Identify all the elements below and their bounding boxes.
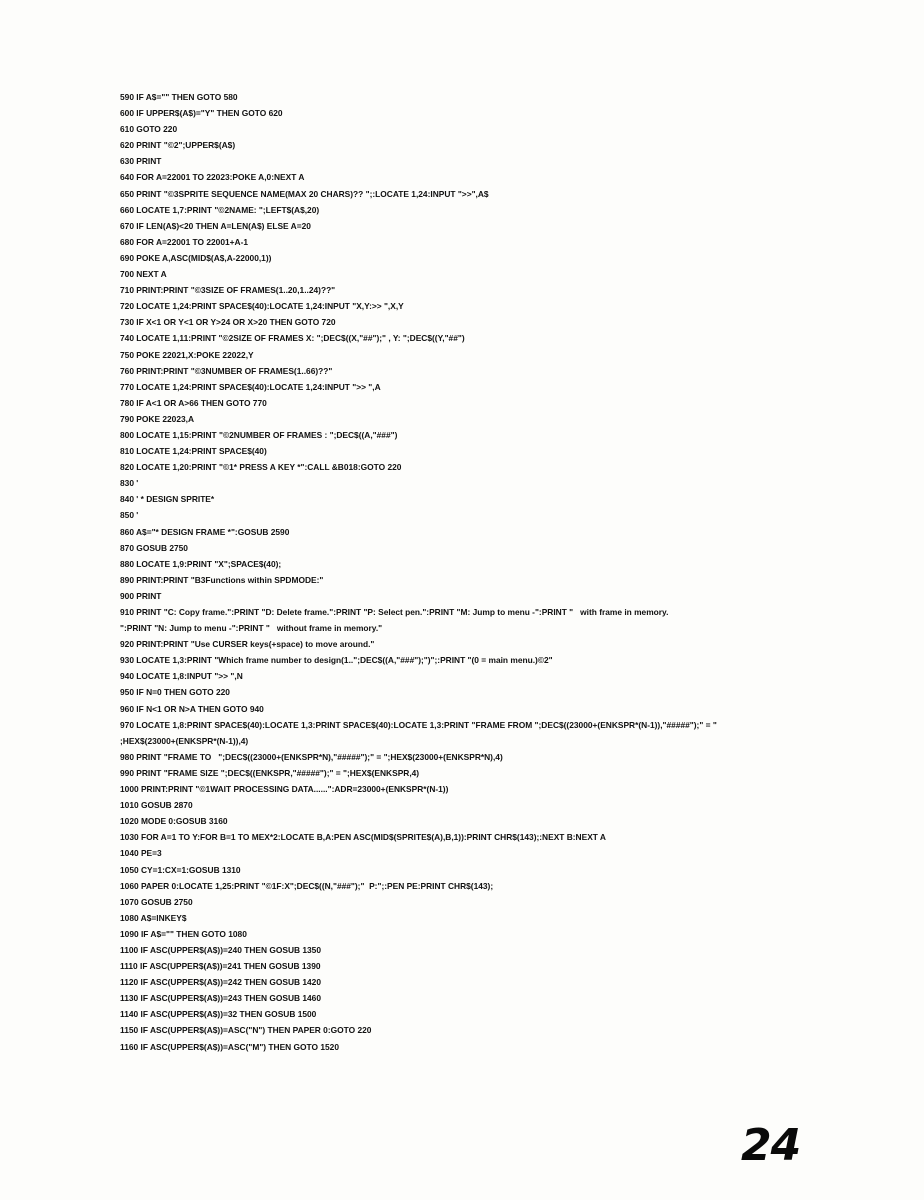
- code-line: 1040 PE=3: [120, 848, 162, 859]
- code-line: 1030 FOR A=1 TO Y:FOR B=1 TO MEX*2:LOCATE B,A:PEN ASC(MID$(SPRITE$(A),B,1)):PRINT CHR$(143);:NEXT B:NEXT A: [120, 832, 606, 843]
- code-line: 1110 IF ASC(UPPER$(A$))=241 THEN GOSUB 1390: [120, 961, 321, 972]
- code-line: 1080 A$=INKEY$: [120, 912, 187, 923]
- code-line: 630 PRINT: [120, 156, 162, 167]
- code-line: 1090 IF A$="" THEN GOTO 1080: [120, 928, 247, 939]
- code-line: 1000 PRINT:PRINT "©1WAIT PROCESSING DATA......":ADR=23000+(ENKSPR*(N-1)): [120, 784, 449, 795]
- code-line: 790 POKE 22023,A: [120, 413, 195, 424]
- code-line: 880 LOCATE 1,9:PRINT "X";SPACE$(40);: [120, 558, 282, 569]
- code-line: 1140 IF ASC(UPPER$(A$))=32 THEN GOSUB 1500: [120, 1009, 317, 1020]
- code-line: 1070 GOSUB 2750: [120, 896, 193, 907]
- code-line: 660 LOCATE 1,7:PRINT "©2NAME: ";LEFT$(A$,20): [120, 204, 320, 215]
- code-line: 1020 MODE 0:GOSUB 3160: [120, 816, 228, 827]
- code-line: 740 LOCATE 1,11:PRINT "©2SIZE OF FRAMES X: ";DEC$((X,"##");" , Y: ";DEC$((Y,"##"): [120, 333, 465, 344]
- code-line: 870 GOSUB 2750: [120, 542, 188, 553]
- page-number: 24: [741, 1120, 801, 1171]
- code-line: 930 LOCATE 1,3:PRINT "Which frame number to design(1..";DEC$((A,"###");")";:PRINT "(0 = main menu.)©2": [120, 655, 553, 666]
- code-line: 1100 IF ASC(UPPER$(A$))=240 THEN GOSUB 1350: [120, 944, 321, 955]
- code-line: 770 LOCATE 1,24:PRINT SPACE$(40):LOCATE 1,24:INPUT ">> ",A: [120, 381, 381, 392]
- code-line: 750 POKE 22021,X:POKE 22022,Y: [120, 349, 254, 360]
- code-line: 1050 CY=1:CX=1:GOSUB 1310: [120, 864, 241, 875]
- code-line: 1150 IF ASC(UPPER$(A$))=ASC("N") THEN PAPER 0:GOTO 220: [120, 1025, 372, 1036]
- code-line: 970 LOCATE 1,8:PRINT SPACE$(40):LOCATE 1,3:PRINT SPACE$(40):LOCATE 1,3:PRINT "FRAME FROM ";DEC$((23000+(ENKSPR*(N-1)),"#####");" = " ;HEX$(23000+(ENKSPR*(N-1)),4): [120, 719, 717, 746]
- code-line: 820 LOCATE 1,20:PRINT "©1* PRESS A KEY *":CALL &B018:GOTO 220: [120, 462, 402, 473]
- code-line: 710 PRINT:PRINT "©3SIZE OF FRAMES(1..20,1..24)??": [120, 285, 336, 296]
- code-line: 890 PRINT:PRINT "B3Functions within SPDMODE:": [120, 574, 324, 585]
- code-line: 910 PRINT "C: Copy frame.":PRINT "D: Delete frame.":PRINT "P: Select pen.":PRINT "M: Jump to menu -":PRINT " with frame in memory. ":PRINT "N: Jump to menu -":PRINT " without frame in memory.": [120, 607, 669, 634]
- code-line: 990 PRINT "FRAME SIZE ";DEC$((ENKSPR,"#####");" = ";HEX$(ENKSPR,4): [120, 767, 420, 778]
- code-line: 620 PRINT "©2";UPPER$(A$): [120, 140, 236, 151]
- code-line: 780 IF A<1 OR A>66 THEN GOTO 770: [120, 397, 267, 408]
- code-line: 730 IF X<1 OR Y<1 OR Y>24 OR X>20 THEN GOTO 720: [120, 317, 336, 328]
- code-line: 1160 IF ASC(UPPER$(A$))=ASC("M") THEN GOTO 1520: [120, 1041, 339, 1052]
- code-line: 860 A$="* DESIGN FRAME *":GOSUB 2590: [120, 526, 290, 537]
- code-line: 960 IF N<1 OR N>A THEN GOTO 940: [120, 703, 264, 714]
- code-line: 810 LOCATE 1,24:PRINT SPACE$(40): [120, 446, 267, 457]
- code-line: 830 ': [120, 478, 139, 489]
- code-line: 640 FOR A=22001 TO 22023:POKE A,0:NEXT A: [120, 172, 305, 183]
- code-line: 1060 PAPER 0:LOCATE 1,25:PRINT "©1F:X";DEC$((N,"###");" P:";:PEN PE:PRINT CHR$(143);: [120, 880, 494, 891]
- code-line: 1010 GOSUB 2870: [120, 800, 193, 811]
- code-line: 720 LOCATE 1,24:PRINT SPACE$(40):LOCATE 1,24:INPUT "X,Y:>> ",X,Y: [120, 301, 404, 312]
- code-line: 980 PRINT "FRAME TO ";DEC$((23000+(ENKSPR*N),"#####");" = ";HEX$(23000+(ENKSPR*N),4): [120, 751, 503, 762]
- code-line: 900 PRINT: [120, 590, 162, 601]
- code-line: 850 ': [120, 510, 139, 521]
- code-line: 840 ' * DESIGN SPRITE*: [120, 494, 215, 505]
- code-line: 1120 IF ASC(UPPER$(A$))=242 THEN GOSUB 1420: [120, 977, 321, 988]
- basic-program-listing: [120, 89, 840, 1055]
- code-line: 680 FOR A=22001 TO 22001+A-1: [120, 236, 249, 247]
- code-line: 800 LOCATE 1,15:PRINT "©2NUMBER OF FRAMES : ";DEC$((A,"###"): [120, 429, 398, 440]
- code-line: 600 IF UPPER$(A$)="Y" THEN GOTO 620: [120, 108, 283, 119]
- code-line: 590 IF A$="" THEN GOTO 580: [120, 92, 238, 102]
- code-line: 950 IF N=0 THEN GOTO 220: [120, 687, 230, 698]
- code-line: 1130 IF ASC(UPPER$(A$))=243 THEN GOSUB 1460: [120, 993, 321, 1004]
- code-line: 610 GOTO 220: [120, 124, 178, 135]
- code-line: 690 POKE A,ASC(MID$(A$,A-22000,1)): [120, 252, 272, 263]
- code-line: 700 NEXT A: [120, 269, 167, 280]
- code-line: 940 LOCATE 1,8:INPUT ">> ",N: [120, 671, 243, 682]
- code-line: 920 PRINT:PRINT "Use CURSER keys(+space) to move around.": [120, 639, 375, 650]
- code-line: 670 IF LEN(A$)<20 THEN A=LEN(A$) ELSE A=20: [120, 220, 311, 231]
- code-line: 760 PRINT:PRINT "©3NUMBER OF FRAMES(1..66)??": [120, 365, 333, 376]
- code-line: 650 PRINT "©3SPRITE SEQUENCE NAME(MAX 20 CHARS)?? ";:LOCATE 1,24:INPUT ">>",A$: [120, 188, 489, 199]
